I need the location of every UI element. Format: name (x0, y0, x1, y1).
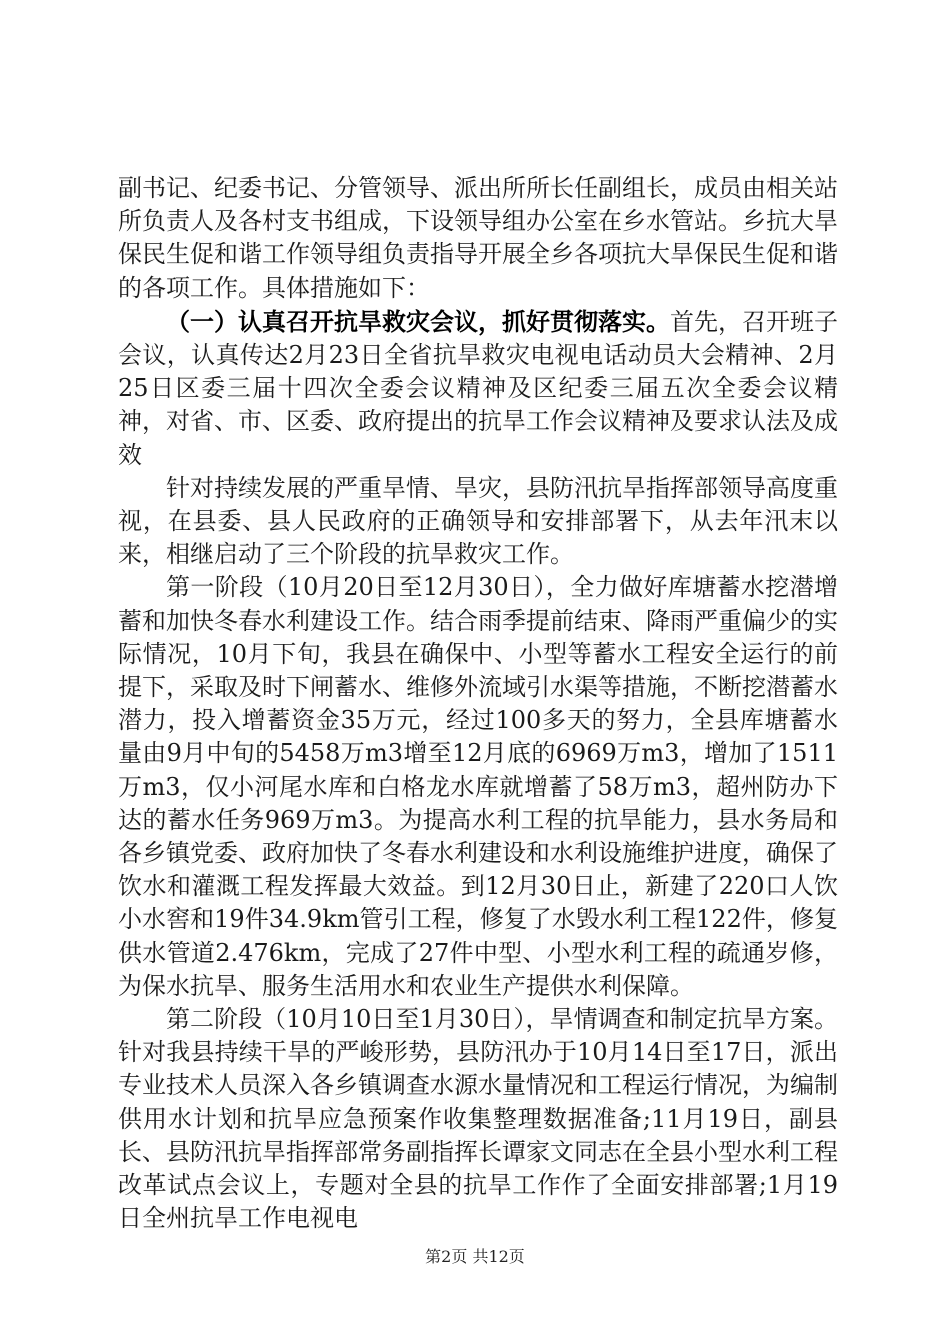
paragraph-5-text: 第二阶段（10月10日至1月30日），旱情调查和制定抗旱方案。针对我县持续干旱的严峻形势，县防汛办于10月14日至17日，派出专业技术人员深入各乡镇调查水源水量情况和工程运行情况，为编制供用水计划和抗旱应急预案作收集整理数据准备;11月19日，副县长、县防汛抗旱指挥部常务副指挥长谭家文同志在全县小型水利工程改革试点会议上，专题对全县的抗旱工作作了全面安排部署;1月19日全州抗旱工作电视电 (118, 1005, 838, 1233)
paragraph-5 (118, 1003, 838, 1235)
paragraph-3-text: 针对持续发展的严重旱情、旱灾，县防汛抗旱指挥部领导高度重视，在县委、县人民政府的正确领导和安排部署下，从去年汛末以来，相继启动了三个阶段的抗旱救灾工作。 (118, 473, 838, 569)
paragraph-4-text: 第一阶段（10月20日至12月30日），全力做好库塘蓄水挖潜增蓄和加快冬春水利建设工作。结合雨季提前结束、降雨严重偏少的实际情况，10月下旬，我县在确保中、小型等蓄水工程安全运行的前提下，采取及时下闸蓄水、维修外流域引水渠等措施，不断挖潜蓄水潜力，投入增蓄资金35万元，经过100多天的努力，全县库塘蓄水量由9月中旬的5458万m3增至12月底的6969万m3，增加了1511万m3，仅小河尾水库和白格龙水库就增蓄了58万m3，超州防办下达的蓄水任务969万m3。为提高水利工程的抗旱能力，县水务局和各乡镇党委、政府加快了冬春水利建设和水利设施维护进度，确保了饮水和灌溉工程发挥最大效益。到12月30日止，新建了220口人饮小水窖和19件34.9km管引工程，修复了水毁水利工程122件，修复供水管道2.476km，完成了27件中型、小型水利工程的疏通岁修，为保水抗旱、服务生活用水和农业生产提供水利保障。 (118, 573, 838, 1000)
paragraph-1 (118, 172, 838, 305)
paragraph-2-text: 首先，召开班子会议，认真传达2月23日全省抗旱救灾电视电话动员大会精神、2月25日区委三届十四次全委会议精神及区纪委三届五次全委会议精神，对省、市、区委、政府提出的抗旱工作会议精神及要求认法及成效 (118, 307, 838, 469)
paragraph-2 (118, 305, 838, 472)
paragraph-4 (118, 571, 838, 1003)
document-body (118, 172, 838, 1236)
paragraph-1-text: 副书记、纪委书记、分管领导、派出所所长任副组长，成员由相关站所负责人及各村支书组成，下设领导组办公室在乡水管站。乡抗大旱保民生促和谐工作领导组负责指导开展全乡各项抗大旱保民生促和谐的各项工作。具体措施如下： (118, 174, 838, 302)
paragraph-3 (118, 472, 838, 572)
page-footer: 第2页 共12页 (425, 1247, 525, 1266)
paragraph-2-heading: （一）认真召开抗旱救灾会议，抓好贯彻落实。 (166, 306, 670, 336)
